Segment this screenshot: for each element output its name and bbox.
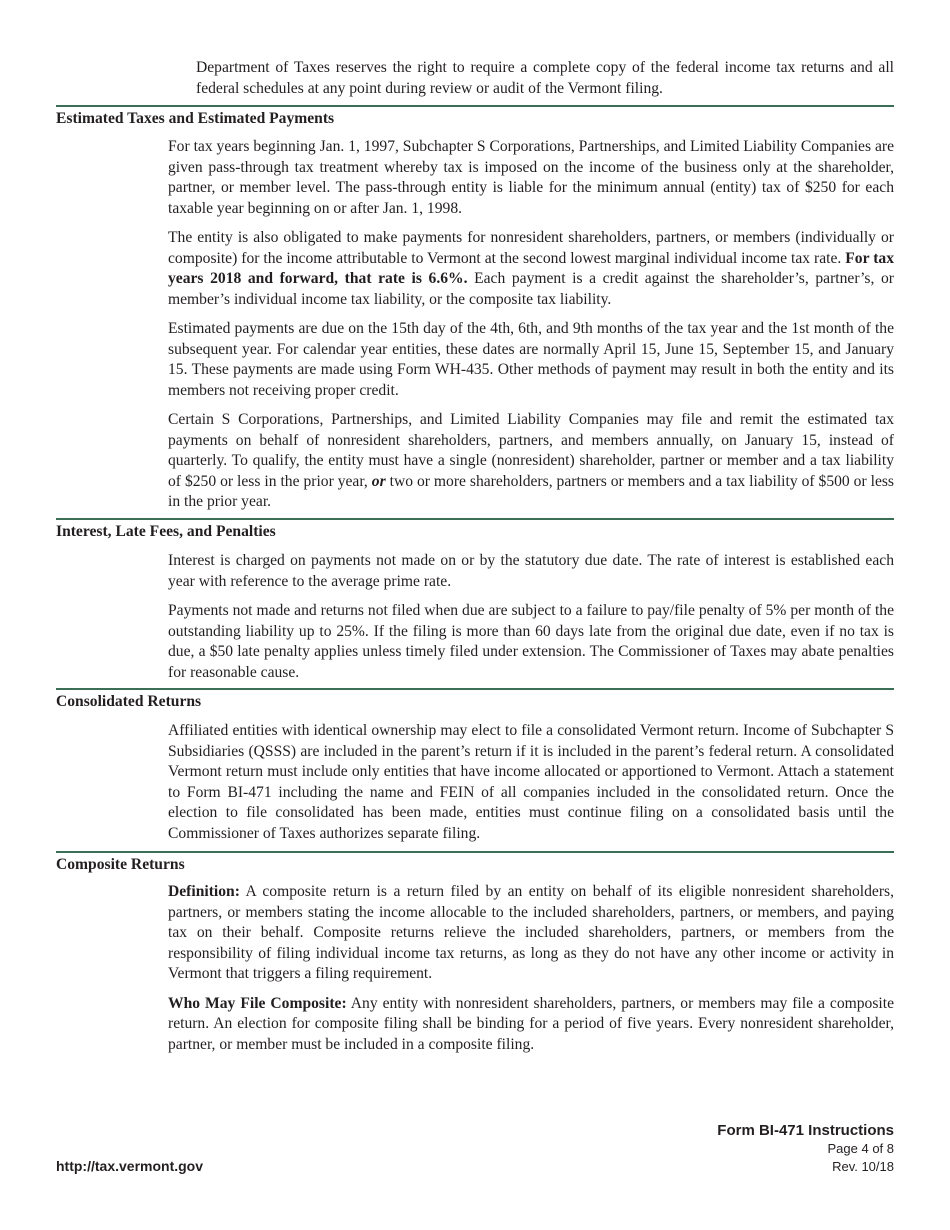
- paragraph: The entity is also obligated to make payments for nonresident shareholders, partners, or members (individually or composite) for the income attributable to Vermont at the second lowest marginal individual income tax rate. For tax years 2018 and forward, that rate is 6.6%. Each payment is a credit against the shareholder’s, partner’s, or member’s individual income tax liability, or the composite tax liability.: [168, 229, 894, 308]
- section-heading: Estimated Taxes and Estimated Payments: [56, 110, 335, 127]
- paragraph: Certain S Corporations, Partnerships, and Limited Liability Companies may file and remit the estimated tax payments on behalf of nonresident shareholders, partners, and members annually, on January 15, instead of quarterly. To qualify, the entity must have a single (nonresident) shareholder, partner or member and a tax liability of $250 or less in the prior year, or two or more shareholders, partners or members and a tax liability of $500 or less in the prior year.: [168, 411, 894, 510]
- section-divider: [56, 105, 894, 107]
- paragraph: Who May File Composite: Any entity with nonresident shareholders, partners, or members may file a composite return. An election for composite filing shall be binding for a period of five years. Every nonresident shareholder, partner, or member must be included in a composite filing.: [168, 994, 894, 1053]
- paragraph: Payments not made and returns not filed when due are subject to a failure to pay/file penalty of 5% per month of the outstanding liability up to 25%. If the filing is more than 60 days late from the original due date, even if no tax is due, a $50 late penalty applies unless timely filed under extension. The Commissioner of Taxes may abate penalties for reasonable cause.: [168, 602, 894, 681]
- footer-form-info: [717, 1121, 894, 1176]
- section-interest-penalties: [56, 522, 894, 692]
- section-composite-returns: [56, 855, 894, 1064]
- section-consolidated-returns: [56, 692, 894, 853]
- paragraph: Estimated payments are due on the 15th day of the 4th, 6th, and 9th months of the tax year and the 1st month of the subsequent year. For calendar year entities, these dates are normally April 15, June 15, September 15, and January 15. These payments are made using Form WH-435. Other methods of payment may result in both the entity and its members not receiving proper credit.: [168, 320, 894, 399]
- emphasis-or: or: [371, 472, 386, 490]
- section-estimated-taxes: [56, 109, 894, 522]
- section-divider: [56, 518, 894, 520]
- intro-paragraph: Department of Taxes reserves the right to require a complete copy of the federal income tax returns and all federal schedules at any point during review or audit of the Vermont filing.: [196, 59, 894, 97]
- section-divider: [56, 688, 894, 690]
- paragraph: Definition: A composite return is a return filed by an entity on behalf of its eligible nonresident shareholders, partners, or members stating the income allocable to the included shareholders, partners, or members, and paying tax on their behalf. Composite returns relieve the included shareholders, partners, or members from the responsibility of filing individual income tax returns, as long as they do not have any other income or activity in Vermont that triggers a filing requirement.: [168, 883, 894, 982]
- section-divider: [56, 851, 894, 853]
- section-heading: Interest, Late Fees, and Penalties: [56, 523, 276, 540]
- section-heading: Consolidated Returns: [56, 693, 202, 710]
- website-link[interactable]: http://tax.vermont.gov: [56, 1158, 204, 1174]
- revision-date: Rev. 10/18: [832, 1159, 894, 1174]
- form-title: Form BI-471 Instructions: [717, 1122, 894, 1139]
- who-may-file-label: Who May File Composite:: [168, 994, 347, 1012]
- section-heading: Composite Returns: [56, 856, 185, 873]
- bold-rate-text: For tax years 2018 and forward, that rate is 6.6%.: [168, 249, 894, 287]
- paragraph: Interest is charged on payments not made on or by the statutory due date. The rate of interest is established each year with reference to the average prime rate.: [168, 552, 894, 590]
- definition-label: Definition:: [168, 883, 240, 900]
- paragraph: For tax years beginning Jan. 1, 1997, Subchapter S Corporations, Partnerships, and Limited Liability Companies are given pass-through tax treatment whereby tax is imposed on the income of the business only at the shareholder, partner, or member level. The pass-through entity is liable for the minimum annual (entity) tax of $250 for each taxable year beginning on or after Jan. 1, 1998.: [168, 138, 894, 217]
- paragraph: Affiliated entities with identical ownership may elect to file a consolidated Vermont return. Income of Subchapter S Subsidiaries (QSSS) are included in the parent’s return if it is included in the parent’s federal return. A consolidated Vermont return must include only entities that have income allocated or apportioned to Vermont. Attach a statement to Form BI-471 including the name and FEIN of all companies included in the consolidated return. Once the election to file consolidated has been made, entities must continue filing on a consolidated basis until the Commissioner of Taxes authorizes separate filing.: [168, 722, 894, 842]
- page-number: Page 4 of 8: [827, 1141, 894, 1156]
